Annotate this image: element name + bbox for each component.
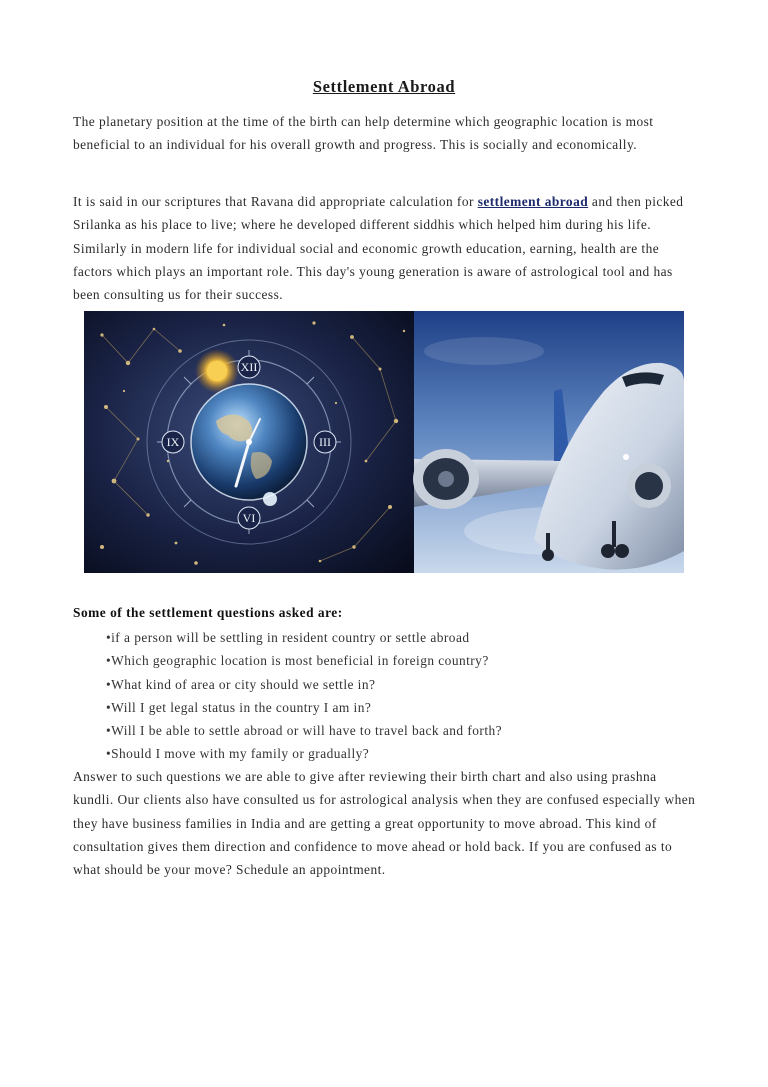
airplane-illustration <box>413 311 684 573</box>
list-item: • What kind of area or city should we settle in? <box>106 673 502 696</box>
questions-heading: Some of the settlement questions asked are: <box>73 605 343 620</box>
list-item: • Should I move with my family or gradually? <box>106 742 502 765</box>
astrology-and-airplane-image <box>84 311 684 573</box>
questions-list <box>106 626 502 766</box>
clock-numeral-iii: III <box>319 435 331 449</box>
page-title: Settlement Abroad <box>312 77 456 96</box>
list-item: • Will I be able to settle abroad or will have to travel back and forth? <box>106 719 502 742</box>
clock-numeral-ix: IX <box>166 435 180 449</box>
intro-paragraph: The planetary position at the time of the birth can help determine which geographic location is most beneficial to an individual for his overall growth and progress. This is socially and economically. <box>73 114 654 153</box>
clock-numeral-vi: VI <box>242 511 256 525</box>
scripture-text-after-link: and then picked Srilanka as his place to live; where he developed different siddhis which helped him during his life. Similarly in modern life for individual social and economic growth education, earning, health are the factors which plays an important role. This day's young generation is aware of astrological tool and has been consulting us for their success. <box>73 194 684 303</box>
list-item: • if a person will be settling in resident country or settle abroad <box>106 626 502 649</box>
settlement-abroad-link[interactable]: settlement abroad <box>477 194 589 209</box>
scripture-paragraph <box>73 190 701 306</box>
scripture-text-before-link: It is said in our scriptures that Ravana did appropriate calculation for <box>73 194 478 209</box>
clock-numeral-xii: XII <box>240 360 258 374</box>
list-item: • Which geographic location is most beneficial in foreign country? <box>106 649 502 672</box>
closing-paragraph: Answer to such questions we are able to give after reviewing their birth chart and also using prashna kundli. Our clients also have consulted us for astrological analysis when they are confused especially when they have business families in India and are getting a great opportunity to move abroad. This kind of consultation gives them direction and confidence to move ahead or hold back. If you are confused as to what should be your move? Schedule an appointment. <box>73 769 696 878</box>
list-item: • Will I get legal status in the country I am in? <box>106 696 502 719</box>
zodiac-clock-illustration <box>84 311 414 573</box>
star-icon <box>263 492 277 506</box>
